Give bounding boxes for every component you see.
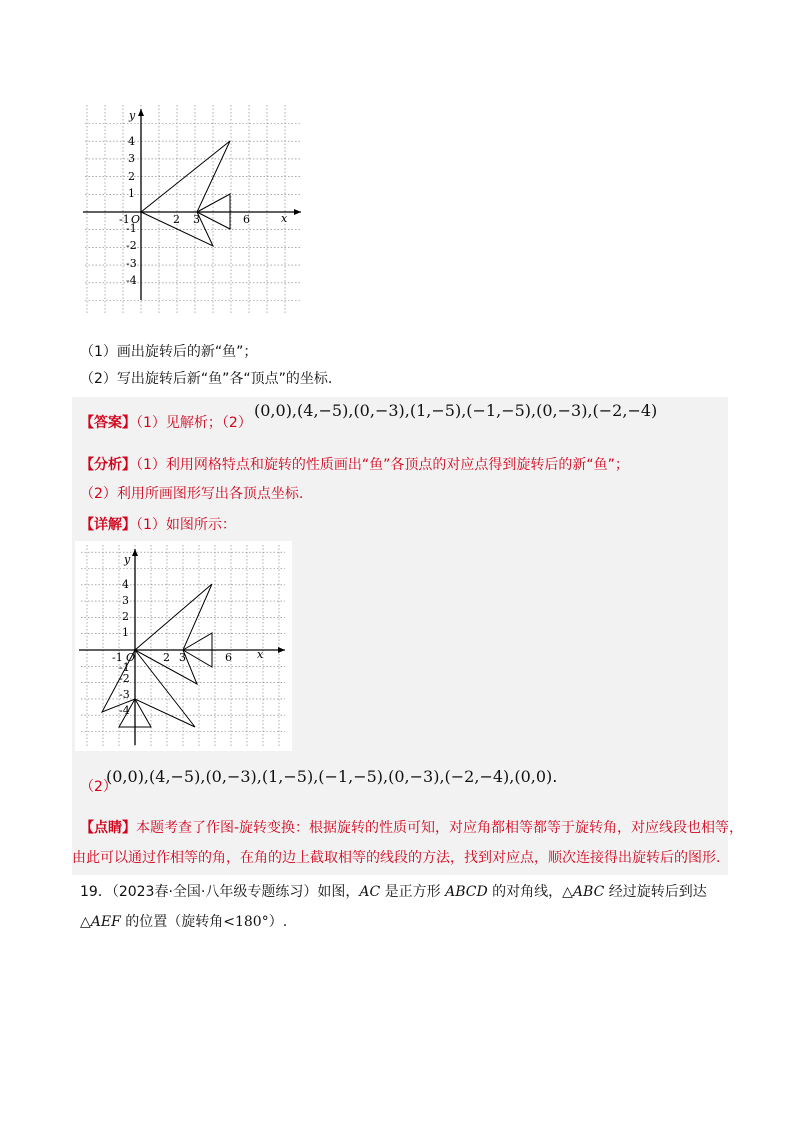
origin-label: O [131,213,141,226]
segment-ac: AC [359,884,381,900]
rotation-angle: <180° [223,914,269,930]
y-tick-label: -4 [126,274,137,287]
comment-line-1 [80,818,743,838]
square-abcd: ABCD [445,884,488,900]
y-axis-arrow [138,109,144,116]
x-axis-label: x [257,648,264,661]
x-tick-label: -1 [112,651,123,664]
y-tick-label: -1 [119,661,130,674]
comment-line-2: 由此可以通过作相等的角，在角的边上截取相等的线段的方法，找到对应点，顺次连接得出旋转后的图形. [72,850,721,866]
y-tick-label: 4 [122,578,129,591]
y-axis-label: y [124,553,131,566]
analysis-line-1 [80,455,629,475]
analysis-line-2: （2）利用所画图形写出各顶点坐标. [80,486,304,502]
question-number: 19． [80,884,112,900]
triangle-aef: △AEF [80,914,121,930]
y-tick-label: 3 [122,594,129,607]
x-tick-label: 6 [225,651,232,664]
question-part-1: （1）画出旋转后的新“鱼”； [80,344,258,360]
y-tick-label: -3 [126,257,137,270]
y-tick-label: -3 [119,688,130,701]
answer-line [80,413,252,433]
x-tick-label: 2 [173,213,180,226]
y-axis-label: y [129,109,136,122]
y-tick-label: 3 [128,152,135,165]
answer-coords: (0,0),(4,−5),(0,−3),(1,−5),(−1,−5),(0,−3),(−2,−4) [254,401,658,420]
comment-text-1: 本题考查了作图-旋转变换：根据旋转的性质可知，对应角都相等都等于旋转角，对应线段也相等， [136,820,744,836]
x-tick-label: 3 [179,651,186,664]
origin-label: O [126,651,136,664]
question-19-line-2 [80,912,287,932]
analysis-tag: 【分析】 [80,457,136,473]
question-19-line-1 [80,882,707,902]
q19-text-3: 经过旋转后到达 [604,884,707,900]
detail-coords: (0,0),(4,−5),(0,−3),(1,−5),(−1,−5),(0,−3),(−2,−4),(0,0) [106,767,553,786]
y-tick-label: 1 [128,187,135,200]
y-tick-label: 2 [128,170,135,183]
comment-tag: 【点睛】 [80,820,136,836]
grid-lines [81,545,285,747]
y-tick-label: 2 [122,610,129,623]
q19-text-2: 的对角线， [487,884,563,900]
x-tick-label: -1 [119,213,130,226]
original-fish [135,584,212,684]
answer-coordinate-graph [75,541,292,751]
x-tick-label: 3 [193,213,200,226]
answer-text: （1）见解析；（2） [136,415,252,431]
question-coordinate-graph [83,103,305,318]
y-tick-label: 4 [128,135,135,148]
question-source: （2023春·全国·八年级专题练习）如图， [111,884,360,900]
detail-part-2-coordinates [106,766,557,788]
x-tick-label: 6 [243,213,250,226]
analysis-text-1: （1）利用网格特点和旋转的性质画出“鱼”各顶点的对应点得到旋转后的新“鱼”； [136,457,629,473]
question-part-2: （2）写出旋转后新“鱼”各“顶点”的坐标. [80,371,333,387]
answer-coordinates [254,400,657,422]
grid-lines [85,105,301,315]
x-axis-label: x [281,212,288,225]
q19-text-4: 的位置（旋转角 [120,914,224,930]
x-axis-arrow [294,209,301,215]
answer-tag: 【答案】 [80,415,136,431]
detail-line [80,515,236,535]
detail-part-2-label: （2） [80,779,117,795]
y-tick-label: -1 [126,222,137,235]
detail-text: （1）如图所示： [136,517,236,533]
y-tick-label: -4 [119,704,130,717]
triangle-abc: △ABC [562,884,605,900]
q19-text-5: ）. [268,914,288,930]
detail-period: . [552,767,558,786]
y-tick-label: 1 [122,626,129,639]
x-axis-arrow [278,647,285,653]
x-tick-label: 2 [163,651,170,664]
fish-figure [141,141,230,246]
q19-text-1: 是正方形 [380,884,446,900]
y-tick-label: -2 [119,672,130,685]
detail-tag: 【详解】 [80,517,136,533]
y-tick-label: -2 [126,239,137,252]
